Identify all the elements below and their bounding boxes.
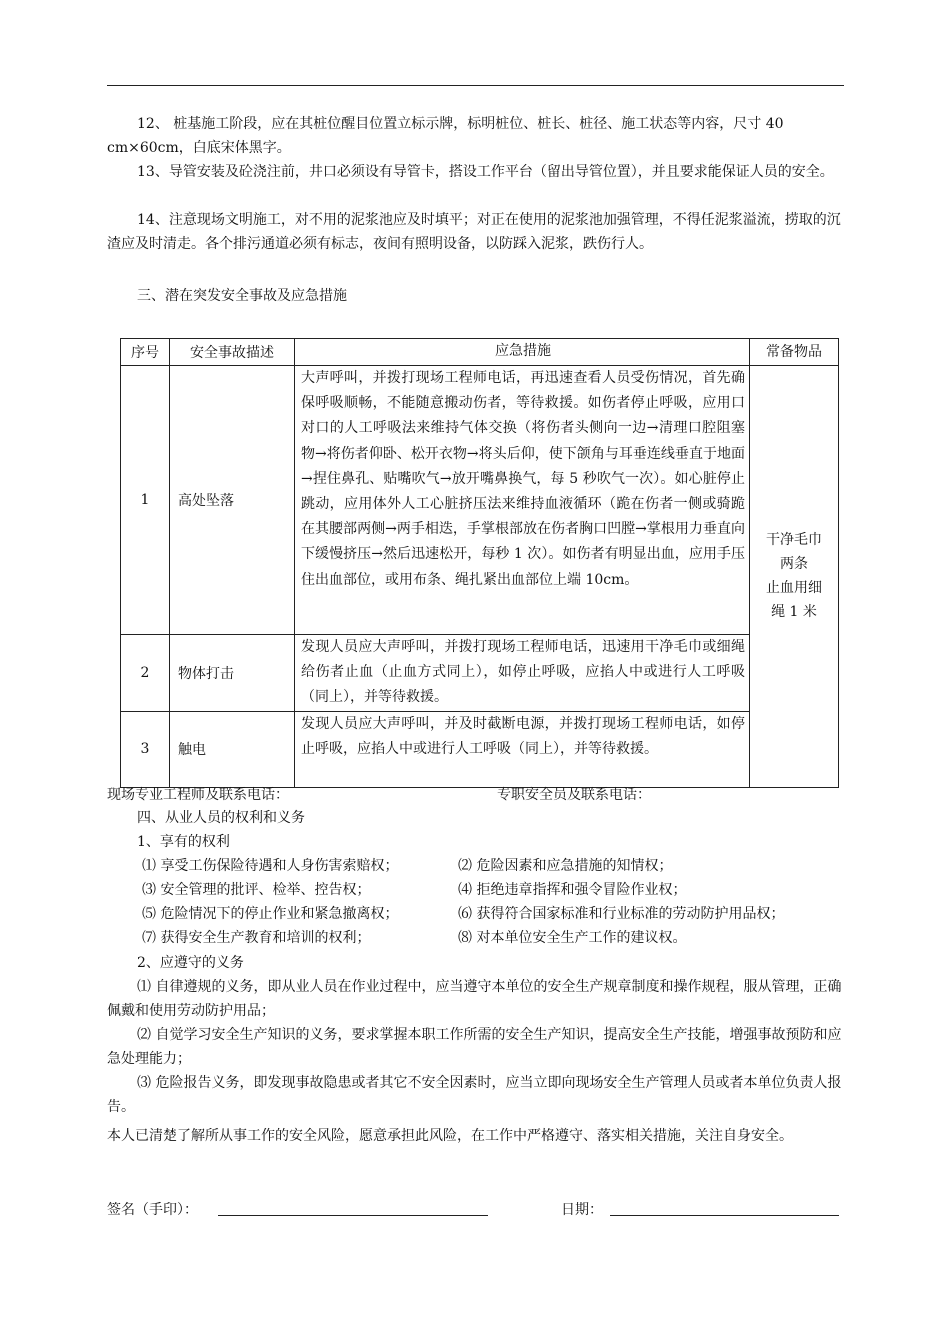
supply-line: 止血用细 [766, 580, 822, 597]
supply-line: 绳 1 米 [771, 604, 817, 621]
table-header-row [121, 339, 839, 366]
signature-label: 签名（手印）： [107, 1202, 198, 1218]
section-heading-emergency: 三、潜在突发安全事故及应急措施 [137, 288, 347, 304]
paragraph-item-14: 14、注意现场文明施工，对不用的泥浆池应及时填平；对正在使用的泥浆池加强管理，不得任泥浆溢流，捞取的沉渣应及时清走。各个排污通道必须有标志，夜间有照明设备，以防踩入泥浆，跌伤行人。 [107, 212, 841, 252]
section-heading-rights-duties: 四、从业人员的权利和义务 [137, 810, 305, 826]
date-line[interactable] [610, 1215, 839, 1216]
signature-line[interactable] [218, 1215, 488, 1216]
row-no: 1 [121, 366, 170, 635]
duty-item: ⑵ 自觉学习安全生产知识的义务，要求掌握本职工作所需的安全生产知识，提高安全生产技能，增强事故预防和应急处理能力； [107, 1027, 842, 1067]
paragraph-item-12: 12、 桩基施工阶段，应在其桩位醒目位置立标示牌，标明桩位、桩长、桩径、施工状态等内容，尺寸 40 cm×60cm，白底宋体黑字。 [107, 116, 784, 156]
engineer-contact-label: 现场专业工程师及联系电话： [107, 787, 289, 803]
paragraph-item-13: 13、导管安装及砼浇注前，井口必须设有导管卡，搭设工作平台（留出导管位置），并且要求能保证人员的安全。 [137, 164, 834, 180]
row-description: 触电 [170, 711, 295, 787]
row-no: 2 [121, 635, 170, 712]
date-label: 日期： [561, 1202, 603, 1218]
header-supplies: 常备物品 [750, 339, 839, 366]
right-item: ⑹ 获得符合国家标准和行业标准的劳动防护用品权； [458, 906, 785, 922]
supply-line: 干净毛巾 [766, 532, 822, 549]
supplies-cell [750, 366, 839, 788]
right-item: ⑷ 拒绝违章指挥和强令冒险作业权； [458, 882, 687, 898]
right-item: ⑵ 危险因素和应急措施的知情权； [458, 858, 673, 874]
right-item: ⑶ 安全管理的批评、检举、控告权； [142, 882, 371, 898]
supply-line: 两条 [780, 556, 808, 573]
header-description: 安全事故描述 [170, 339, 295, 366]
header-rule [107, 85, 844, 86]
right-item: ⑺ 获得安全生产教育和培训的权利； [142, 930, 371, 946]
row-no: 3 [121, 711, 170, 787]
duty-item: ⑶ 危险报告义务，即发现事故隐患或者其它不安全因素时，应当立即向现场安全生产管理人员或者本单位负责人报告。 [107, 1075, 842, 1115]
header-no: 序号 [121, 339, 170, 366]
right-item: ⑴ 享受工伤保险待遇和人身伤害索赔权； [142, 858, 399, 874]
table-row [121, 711, 839, 787]
right-item: ⑻ 对本单位安全生产工作的建议权。 [458, 930, 687, 946]
right-item: ⑸ 危险情况下的停止作业和紧急撤离权； [142, 906, 399, 922]
row-description: 高处坠落 [170, 366, 295, 635]
declaration-text: 本人已清楚了解所从事工作的安全风险，愿意承担此风险，在工作中严格遵守、落实相关措施，关注自身安全。 [107, 1128, 793, 1144]
row-measure: 大声呼叫，并拨打现场工程师电话，再迅速查看人员受伤情况，首先确保呼吸顺畅，不能随意搬动伤者，等待救援。如伤者停止呼吸，应用口对口的人工呼吸法来维持气体交换（将伤者头侧向一边→清理口腔阻塞物→将伤者仰卧、松开衣物→将头后仰，使下颌角与耳垂连线垂直于地面→捏住鼻孔、贴嘴吹气→放开嘴鼻换气，每 5 秒吹气一次）。如心脏停止跳动，应用体外人工心脏挤压法来维持血液循环（跪在伤者一侧或骑跪在其腰部两侧→两手相迭，手掌根部放在伤者胸口凹膛→掌根用力垂直向下缓慢挤压→然后迅速松开，每秒 1 次）。如伤者有明显出血，应用手压住出血部位，或用布条、绳扎紧出血部位上端 10cm。 [295, 366, 750, 635]
row-measure: 发现人员应大声呼叫，并及时截断电源，并拨打现场工程师电话，如停止呼吸，应掐人中或进行人工呼吸（同上），并等待救援。 [295, 711, 750, 787]
table-row [121, 635, 839, 712]
row-description: 物体打击 [170, 635, 295, 712]
row-measure: 发现人员应大声呼叫，并拨打现场工程师电话，迅速用干净毛巾或细绳给伤者止血（止血方式同上），如停止呼吸，应掐人中或进行人工呼吸（同上），并等待救援。 [295, 635, 750, 712]
header-measures: 应急措施 [295, 339, 750, 366]
table-row [121, 366, 839, 635]
duty-item: ⑴ 自律遵规的义务，即从业人员在作业过程中，应当遵守本单位的安全生产规章制度和操作规程，服从管理，正确佩戴和使用劳动防护用品； [107, 979, 842, 1019]
duties-heading: 2、应遵守的义务 [137, 955, 244, 971]
emergency-table [120, 338, 839, 788]
rights-heading: 1、享有的权利 [137, 834, 230, 850]
safety-officer-contact-label: 专职安全员及联系电话： [497, 787, 651, 803]
